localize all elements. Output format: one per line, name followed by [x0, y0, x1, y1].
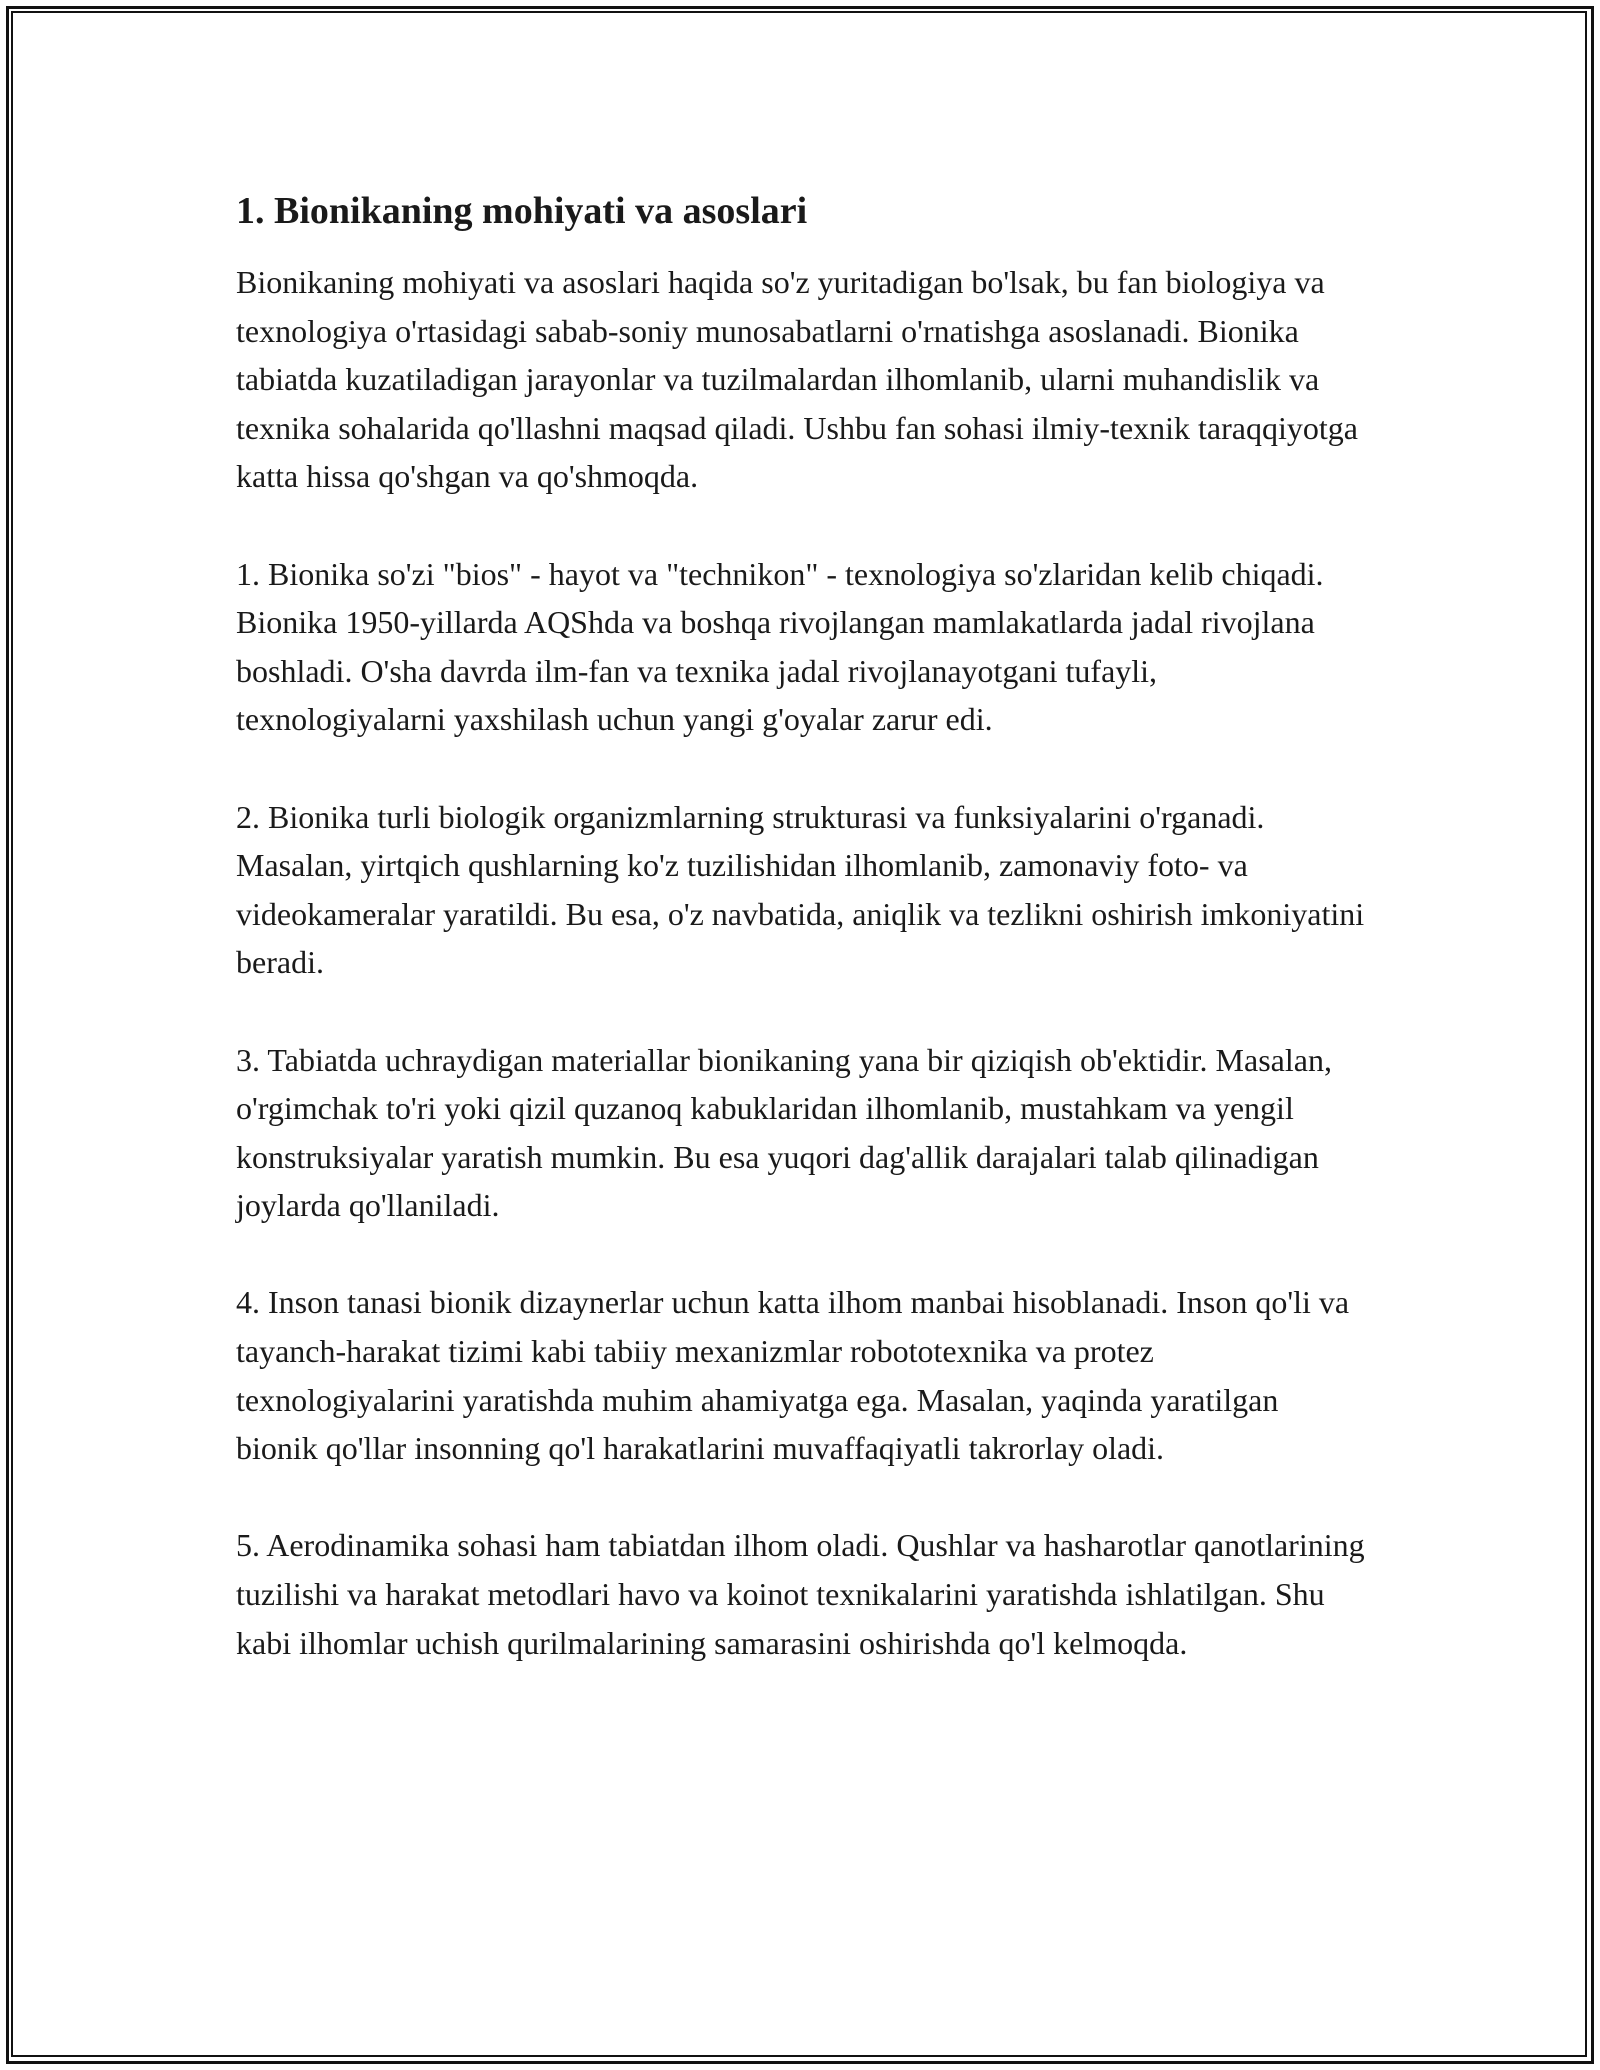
paragraph-3: 3. Tabiatda uchraydigan materiallar bionikaning yana bir qiziqish ob'ektidir. Masalan, o'rgimchak to'ri yoki qizil quzanoq kabuklaridan ilhomlanib, mustahkam va yengil konstruksiyalar yaratish mumkin. Bu esa yuqori dag'allik darajalari talab qilinadigan joylarda qo'llaniladi.	[236, 1041, 1332, 1224]
intro-paragraph: Bionikaning mohiyati va asoslari haqida so'z yuritadigan bo'lsak, bu fan biologiya va texnologiya o'rtasidagi sabab-soniy munosabatlarni o'rnatishga asoslanadi. Bionika tabiatda kuzatiladigan jarayonlar va tuzilmalardan ilhomlanib, ularni muhandislik va texnika sohalarida qo'llashni maqsad qiladi. Ushbu fan sohasi ilmiy-texnik taraqqiyotga katta hissa qo'shgan va qo'shmoqda.	[236, 264, 1358, 495]
paragraph-1: 1. Bionika so'zi "bios" - hayot va "technikon" - texnologiya so'zlaridan kelib chiqadi. Bionika 1950-yillarda AQShda va boshqa rivojlangan mamlakatlarda jadal rivojlana boshladi. O'sha davrda ilm-fan va texnika jadal rivojlanayotgani tufayli, texnologiyalarni yaxshilash uchun yangi g'oyalar zarur edi.	[236, 555, 1324, 738]
paragraph-4: 4. Inson tanasi bionik dizaynerlar uchun katta ilhom manbai hisoblanadi. Inson qo'li va tayanch-harakat tizimi kabi tabiiy mexanizmlar robototexnika va protez texnologiyalarini yaratishda muhim ahamiyatga ega. Masalan, yaqinda yaratilgan bionik qo'llar insonning qo'l harakatlarini muvaffaqiyatli takrorlay oladi.	[236, 1284, 1350, 1467]
document-title: 1. Bionikaning mohiyati va asoslari	[236, 190, 808, 232]
paragraph-2: 2. Bionika turli biologik organizmlarning strukturasi va funksiyalarini o'rganadi. Masalan, yirtqich qushlarning ko'z tuzilishidan ilhomlanib, zamonaviy foto- va videokameralar yaratildi. Bu esa, o'z navbatida, aniqlik va tezlikni oshirish imkoniyatini beradi.	[236, 798, 1365, 981]
document-body	[236, 186, 1366, 1716]
paragraph-5: 5. Aerodinamika sohasi ham tabiatdan ilhom oladi. Qushlar va hasharotlar qanotlarining tuzilishi va harakat metodlari havo va koinot texnikalarini yaratishda ishlatilgan. Shu kabi ilhomlar uchish qurilmalarining samarasini oshirishda qo'l kelmoqda.	[236, 1527, 1365, 1661]
